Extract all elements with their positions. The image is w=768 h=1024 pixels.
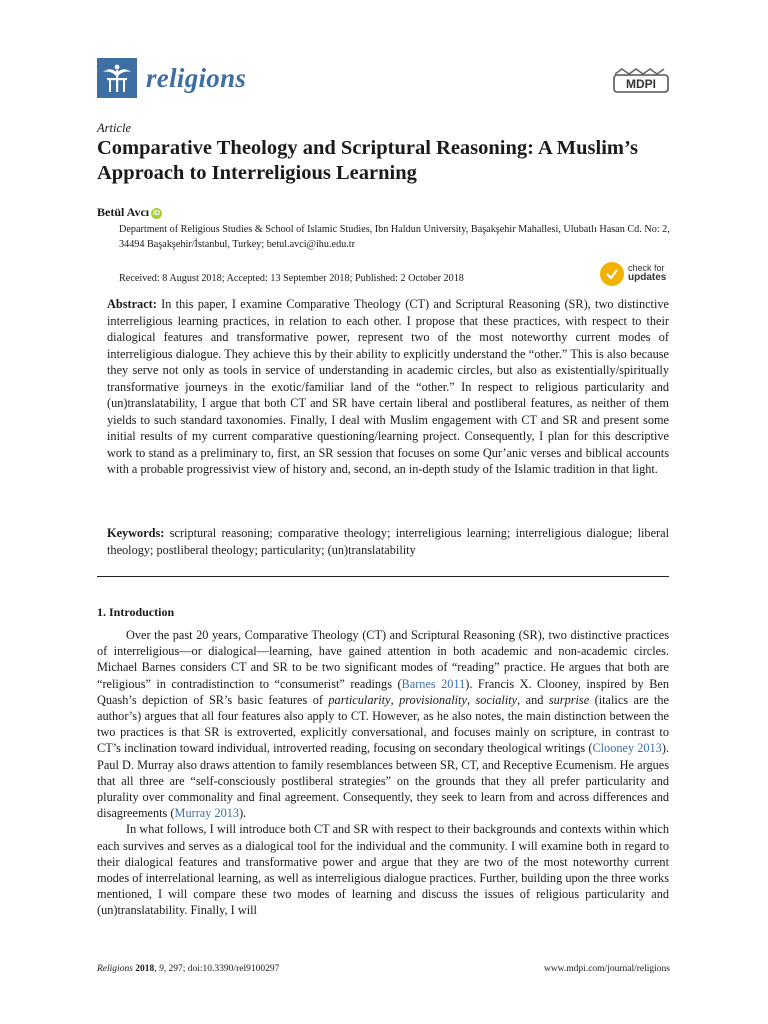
author <box>97 205 162 219</box>
check-updates-icon <box>600 262 624 286</box>
journal-name[interactable]: religions <box>146 63 247 93</box>
keywords-label: Keywords: <box>107 526 165 540</box>
abstract-label: Abstract: <box>107 297 157 311</box>
check-updates-line1: check for <box>628 263 665 273</box>
emphasis-term: particularity <box>328 692 391 707</box>
separator: , and <box>517 692 549 707</box>
citation-clooney-2013[interactable]: Clooney 2013 <box>592 741 662 756</box>
footer-volume: 9 <box>159 964 164 974</box>
article-type: Article <box>97 121 132 135</box>
body-text <box>97 627 669 919</box>
emphasis-term: provisionality <box>399 692 467 707</box>
footer-journal: Religions <box>97 964 133 974</box>
article-title: Comparative Theology and Scriptural Reasoning: A Muslim’s Approach to Interreligious Learning <box>97 137 639 184</box>
affiliation: Department of Religious Studies & School of Islamic Studies, Ibn Haldun University, Başakşehir Mahallesi, Ulubatlı Hasan Cd. No: 2, 34494 Başakşehir/İstanbul, Turkey; betul.avci@ihu.edu.tr <box>119 224 670 250</box>
author-name[interactable]: Betül Avcı <box>97 205 150 219</box>
citation-murray-2013[interactable]: Murray 2013 <box>174 806 240 821</box>
footer-year: 2018 <box>135 964 155 974</box>
paragraph-1-text: ). Francis X. Clooney, inspired by Ben Quash’s depiction of SR’s basic features of <box>97 676 670 707</box>
footer-journal-url[interactable]: www.mdpi.com/journal/religions <box>543 964 670 974</box>
emphasis-term: sociality <box>475 692 518 707</box>
paragraph-1 <box>97 627 669 821</box>
separator: , <box>466 692 476 707</box>
section-heading-introduction: 1. Introduction <box>97 605 175 619</box>
footer-citation: Religions 2018, 9, 297; doi:10.3390/rel9100297 <box>97 964 280 974</box>
keywords <box>107 525 669 558</box>
keywords-text: scriptural reasoning; comparative theology; interreligious learning; interreligious dialogue; liberal theology; postliberal theology; particularity; (un)translatability <box>107 526 670 557</box>
paragraph-1-text: (italics are the author’s) argues that all four features also apply to CT. However, as he also notes, the main distinction between the two practices is that SR is extroverted, explicitly conversational, and focuses mainly on scripture, in contrast to CT’s inclination toward individual, introverted reading, focusing on secondary theological writings ( <box>97 692 669 756</box>
paragraph-1-text: ). <box>239 806 247 821</box>
mdpi-logo-text: MDPI <box>626 77 656 91</box>
religions-logo-icon <box>97 58 137 98</box>
section-divider <box>97 576 669 577</box>
separator: , <box>390 692 400 707</box>
check-for-updates-badge[interactable] <box>600 262 680 290</box>
citation-barnes-2011[interactable]: Barnes 2011 <box>401 676 466 691</box>
paragraph-1-text: Over the past 20 years, Comparative Theology (CT) and Scriptural Reasoning (SR), two distinctive practices of interreligious—or dialogical—learning, have gained attention in both academic and non-academic circles. Michael Barnes considers CT and SR to be two significant modes of “reading” practice. He argues that both are “religious” in contradistinction to “consumerist” readings ( <box>97 628 669 691</box>
orcid-icon[interactable]: iD <box>153 210 161 217</box>
footer-doi[interactable]: , 297; doi:10.3390/rel9100297 <box>163 964 280 974</box>
check-updates-line2: updates <box>628 272 667 283</box>
emphasis-term: surprise <box>548 692 590 707</box>
paragraph-1-text: ). Paul D. Murray also draws attention to family resemblances between SR, CT, and Receptive Ecumenism. He argues that all three are “self-consciously postliberal strategies” on the grounds that they all prefer particularity and plurality over commonality and final agreement. Consequently, they seek to learn from and across differences and disagreements ( <box>97 741 670 821</box>
abstract-text: In this paper, I examine Comparative Theology (CT) and Scriptural Reasoning (SR), two distinctive interreligious learning practices, in relation to each other. I propose that these practices, with respect to their dialogical features and transformative power, represent two of the most noteworthy current modes of interreligious dialogue. They achieve this by their ability to explicitly understand the “other.” This is also because they serve not only as tools in service of understanding in academic circles, but also as existentially/spiritually transformative journeys in the exotic/familiar land of the “other.” In respect to religious particularity and (un)translatability, I argue that both CT and SR have certain liberal and postliberal features, as neither of them yields to such standard taxonomies. Finally, I deal with Muslim engagement with CT and SR and present some initial results of my current comparative questioning/learning project. Consequently, I plan for this descriptive work to stand as a preliminary to, first, an SR session that focuses on some Qur’anic verses and biblical accounts with a probable progressivist view of history and, second, an in-depth study of the Islamic tradition in that light. <box>107 297 670 476</box>
abstract <box>107 296 669 478</box>
publication-dates: Received: 8 August 2018; Accepted: 13 September 2018; Published: 2 October 2018 <box>119 273 464 284</box>
paragraph-2: In what follows, I will introduce both CT and SR with respect to their backgrounds and contexts within which each survives and serves as a dialogical tool for the individual and the community. I will examine both in regard to their dialogical features and transformative power and argue that they are two of the most noteworthy current modes of interrelational learning, as well as interreligious dialogue practices. Further, building upon the three works mentioned, I will compare these two modes of learning and discuss the issues of religious particularity and (un)translatability. Finally, I will <box>97 822 669 918</box>
mdpi-logo[interactable] <box>612 66 670 101</box>
